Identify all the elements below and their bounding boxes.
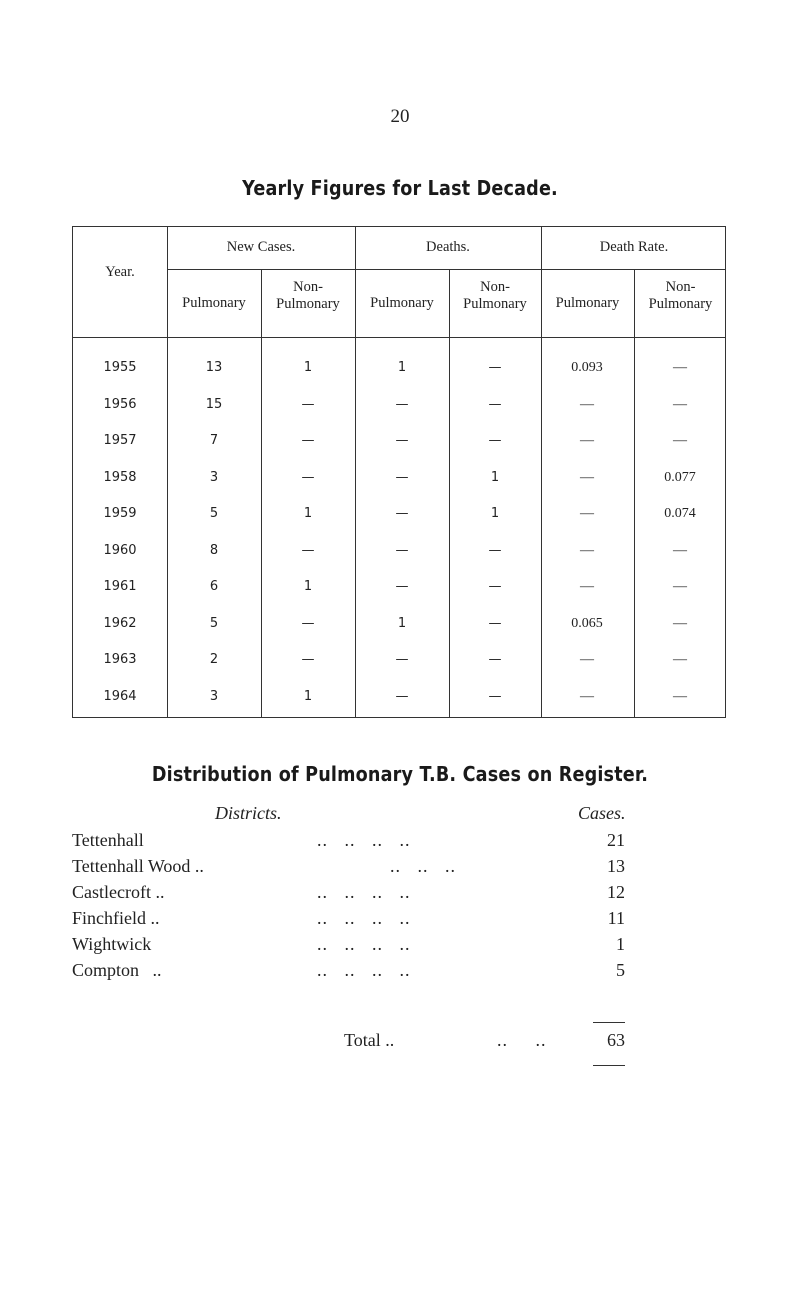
cell-deaths-non-pulmonary: 1 [490, 469, 500, 485]
total-label: Total .. [344, 1030, 395, 1050]
cell-rate-pulmonary: 0.065 [571, 615, 603, 631]
cell-year: 1964 [103, 688, 137, 704]
list-item [72, 882, 632, 906]
cell-new-pulmonary: 3 [209, 688, 219, 704]
cell-rate-pulmonary: — [580, 542, 594, 558]
cell-deaths-non-pulmonary: — [488, 433, 502, 448]
list-item [72, 856, 632, 880]
cell-deaths-non-pulmonary: — [488, 615, 502, 631]
cell-new-non-pulmonary: — [301, 652, 315, 667]
cell-year: 1963 [103, 652, 137, 667]
cell-new-non-pulmonary: 1 [303, 360, 313, 375]
district-name: Compton .. [72, 960, 162, 980]
yearly-figures-table [72, 226, 726, 718]
cell-new-pulmonary: 3 [209, 469, 219, 485]
cell-deaths-non-pulmonary: — [488, 396, 502, 412]
district-cases: 12 [607, 882, 625, 902]
cases-header: Cases. [578, 803, 626, 823]
total-dots: .. .. [497, 1030, 547, 1050]
leader-dots: .. .. .. [390, 856, 456, 876]
cell-rate-non-pulmonary: — [673, 360, 687, 375]
cell-new-pulmonary: 6 [209, 579, 219, 594]
cell-rate-non-pulmonary: — [673, 688, 687, 704]
subheader-deaths-non-pulmonary: Non- Pulmonary [463, 279, 527, 312]
leader-dots: .. .. .. .. [317, 908, 411, 928]
cell-rate-pulmonary: — [580, 688, 594, 704]
cell-rate-non-pulmonary: — [673, 615, 687, 631]
subheader-deaths-pulmonary: Pulmonary [370, 295, 434, 311]
cell-rate-non-pulmonary: — [673, 433, 687, 448]
cell-new-non-pulmonary: 1 [303, 688, 313, 704]
cell-rate-pulmonary: — [580, 506, 594, 521]
cell-year: 1959 [103, 506, 137, 521]
districts-header: Districts. [215, 803, 282, 823]
cell-year: 1961 [103, 579, 137, 594]
cell-new-pulmonary: 15 [205, 396, 223, 412]
leader-dots: .. .. .. .. [317, 960, 411, 980]
cell-new-non-pulmonary: — [301, 433, 315, 448]
subheader-new-pulmonary: Pulmonary [182, 295, 246, 311]
cell-deaths-non-pulmonary: — [488, 360, 502, 375]
cell-deaths-pulmonary: — [395, 688, 409, 704]
cell-rate-pulmonary: — [580, 433, 594, 448]
subheader-new-non-pulmonary: Non- Pulmonary [276, 279, 340, 312]
cell-year: 1955 [103, 360, 137, 375]
cell-new-non-pulmonary: — [301, 469, 315, 485]
cell-rate-pulmonary: — [580, 469, 594, 485]
cell-deaths-pulmonary: — [395, 506, 409, 521]
cell-new-non-pulmonary: 1 [303, 579, 313, 594]
header-new-cases: New Cases. [226, 239, 296, 255]
list-item [72, 908, 632, 932]
cell-deaths-pulmonary: — [395, 652, 409, 667]
cell-new-pulmonary: 8 [209, 542, 219, 558]
cell-rate-non-pulmonary: — [673, 652, 687, 667]
cell-rate-non-pulmonary: — [673, 579, 687, 594]
subheader-rate-pulmonary: Pulmonary [555, 295, 620, 311]
cell-new-pulmonary: 5 [209, 615, 219, 631]
cell-year: 1956 [103, 396, 137, 412]
district-name: Tettenhall [72, 830, 144, 850]
header-deaths: Deaths. [426, 239, 470, 255]
cell-deaths-non-pulmonary: — [488, 652, 502, 667]
leader-dots: .. .. .. .. [317, 882, 411, 902]
district-cases: 11 [607, 908, 625, 928]
cell-deaths-non-pulmonary: — [488, 542, 502, 558]
page-number: 20 [390, 106, 410, 127]
cell-rate-non-pulmonary: 0.077 [664, 469, 696, 485]
total-rule-bottom [593, 1065, 625, 1066]
cell-rate-pulmonary: 0.093 [571, 360, 603, 375]
cell-rate-non-pulmonary: — [673, 542, 687, 558]
cell-year: 1957 [103, 433, 137, 448]
cell-deaths-pulmonary: — [395, 396, 409, 412]
cell-rate-non-pulmonary: — [673, 396, 687, 412]
district-name: Wightwick [72, 934, 152, 954]
cell-rate-pulmonary: — [580, 396, 594, 412]
cell-new-non-pulmonary: 1 [303, 506, 313, 521]
cell-new-non-pulmonary: — [301, 542, 315, 558]
cell-new-non-pulmonary: — [301, 615, 315, 631]
district-name: Finchfield .. [72, 908, 160, 928]
total-value: 63 [607, 1030, 625, 1050]
cell-deaths-pulmonary: — [395, 579, 409, 594]
header-year: Year. [105, 264, 135, 280]
list-item [72, 830, 632, 854]
cell-new-non-pulmonary: — [301, 396, 315, 412]
cell-year: 1962 [103, 615, 137, 631]
district-name: Tettenhall Wood .. [72, 856, 204, 876]
total-row [72, 1030, 632, 1054]
cell-rate-pulmonary: — [580, 579, 594, 594]
cell-deaths-non-pulmonary: 1 [490, 506, 500, 521]
cell-new-pulmonary: 5 [209, 506, 219, 521]
leader-dots: .. .. .. .. [317, 934, 411, 954]
list-item [72, 934, 632, 958]
cell-deaths-non-pulmonary: — [488, 579, 502, 594]
cell-deaths-pulmonary: 1 [397, 360, 407, 375]
list-item [72, 960, 632, 984]
district-cases: 21 [607, 830, 625, 850]
cell-year: 1960 [103, 542, 137, 558]
leader-dots: .. .. .. .. [317, 830, 411, 850]
district-name: Castlecroft .. [72, 882, 165, 902]
district-cases: 1 [616, 934, 625, 954]
cell-deaths-pulmonary: — [395, 542, 409, 558]
cell-rate-pulmonary: — [580, 652, 594, 667]
cell-year: 1958 [103, 469, 137, 485]
cell-rate-non-pulmonary: 0.074 [664, 506, 696, 521]
district-cases: 5 [616, 960, 625, 980]
cell-deaths-non-pulmonary: — [488, 688, 502, 704]
district-cases: 13 [607, 856, 625, 876]
distribution-title: Distribution of Pulmonary T.B. Cases on Register. [151, 762, 649, 786]
subheader-rate-non-pulmonary: Non- Pulmonary [648, 279, 713, 312]
yearly-figures-title: Yearly Figures for Last Decade. [242, 176, 558, 200]
header-death-rate: Death Rate. [599, 239, 669, 255]
total-rule-top [593, 1022, 625, 1023]
cell-deaths-pulmonary: — [395, 433, 409, 448]
cell-new-pulmonary: 7 [209, 433, 219, 448]
cell-new-pulmonary: 2 [209, 652, 219, 667]
cell-new-pulmonary: 13 [205, 360, 223, 375]
cell-deaths-pulmonary: 1 [397, 615, 407, 631]
cell-deaths-pulmonary: — [395, 469, 409, 485]
